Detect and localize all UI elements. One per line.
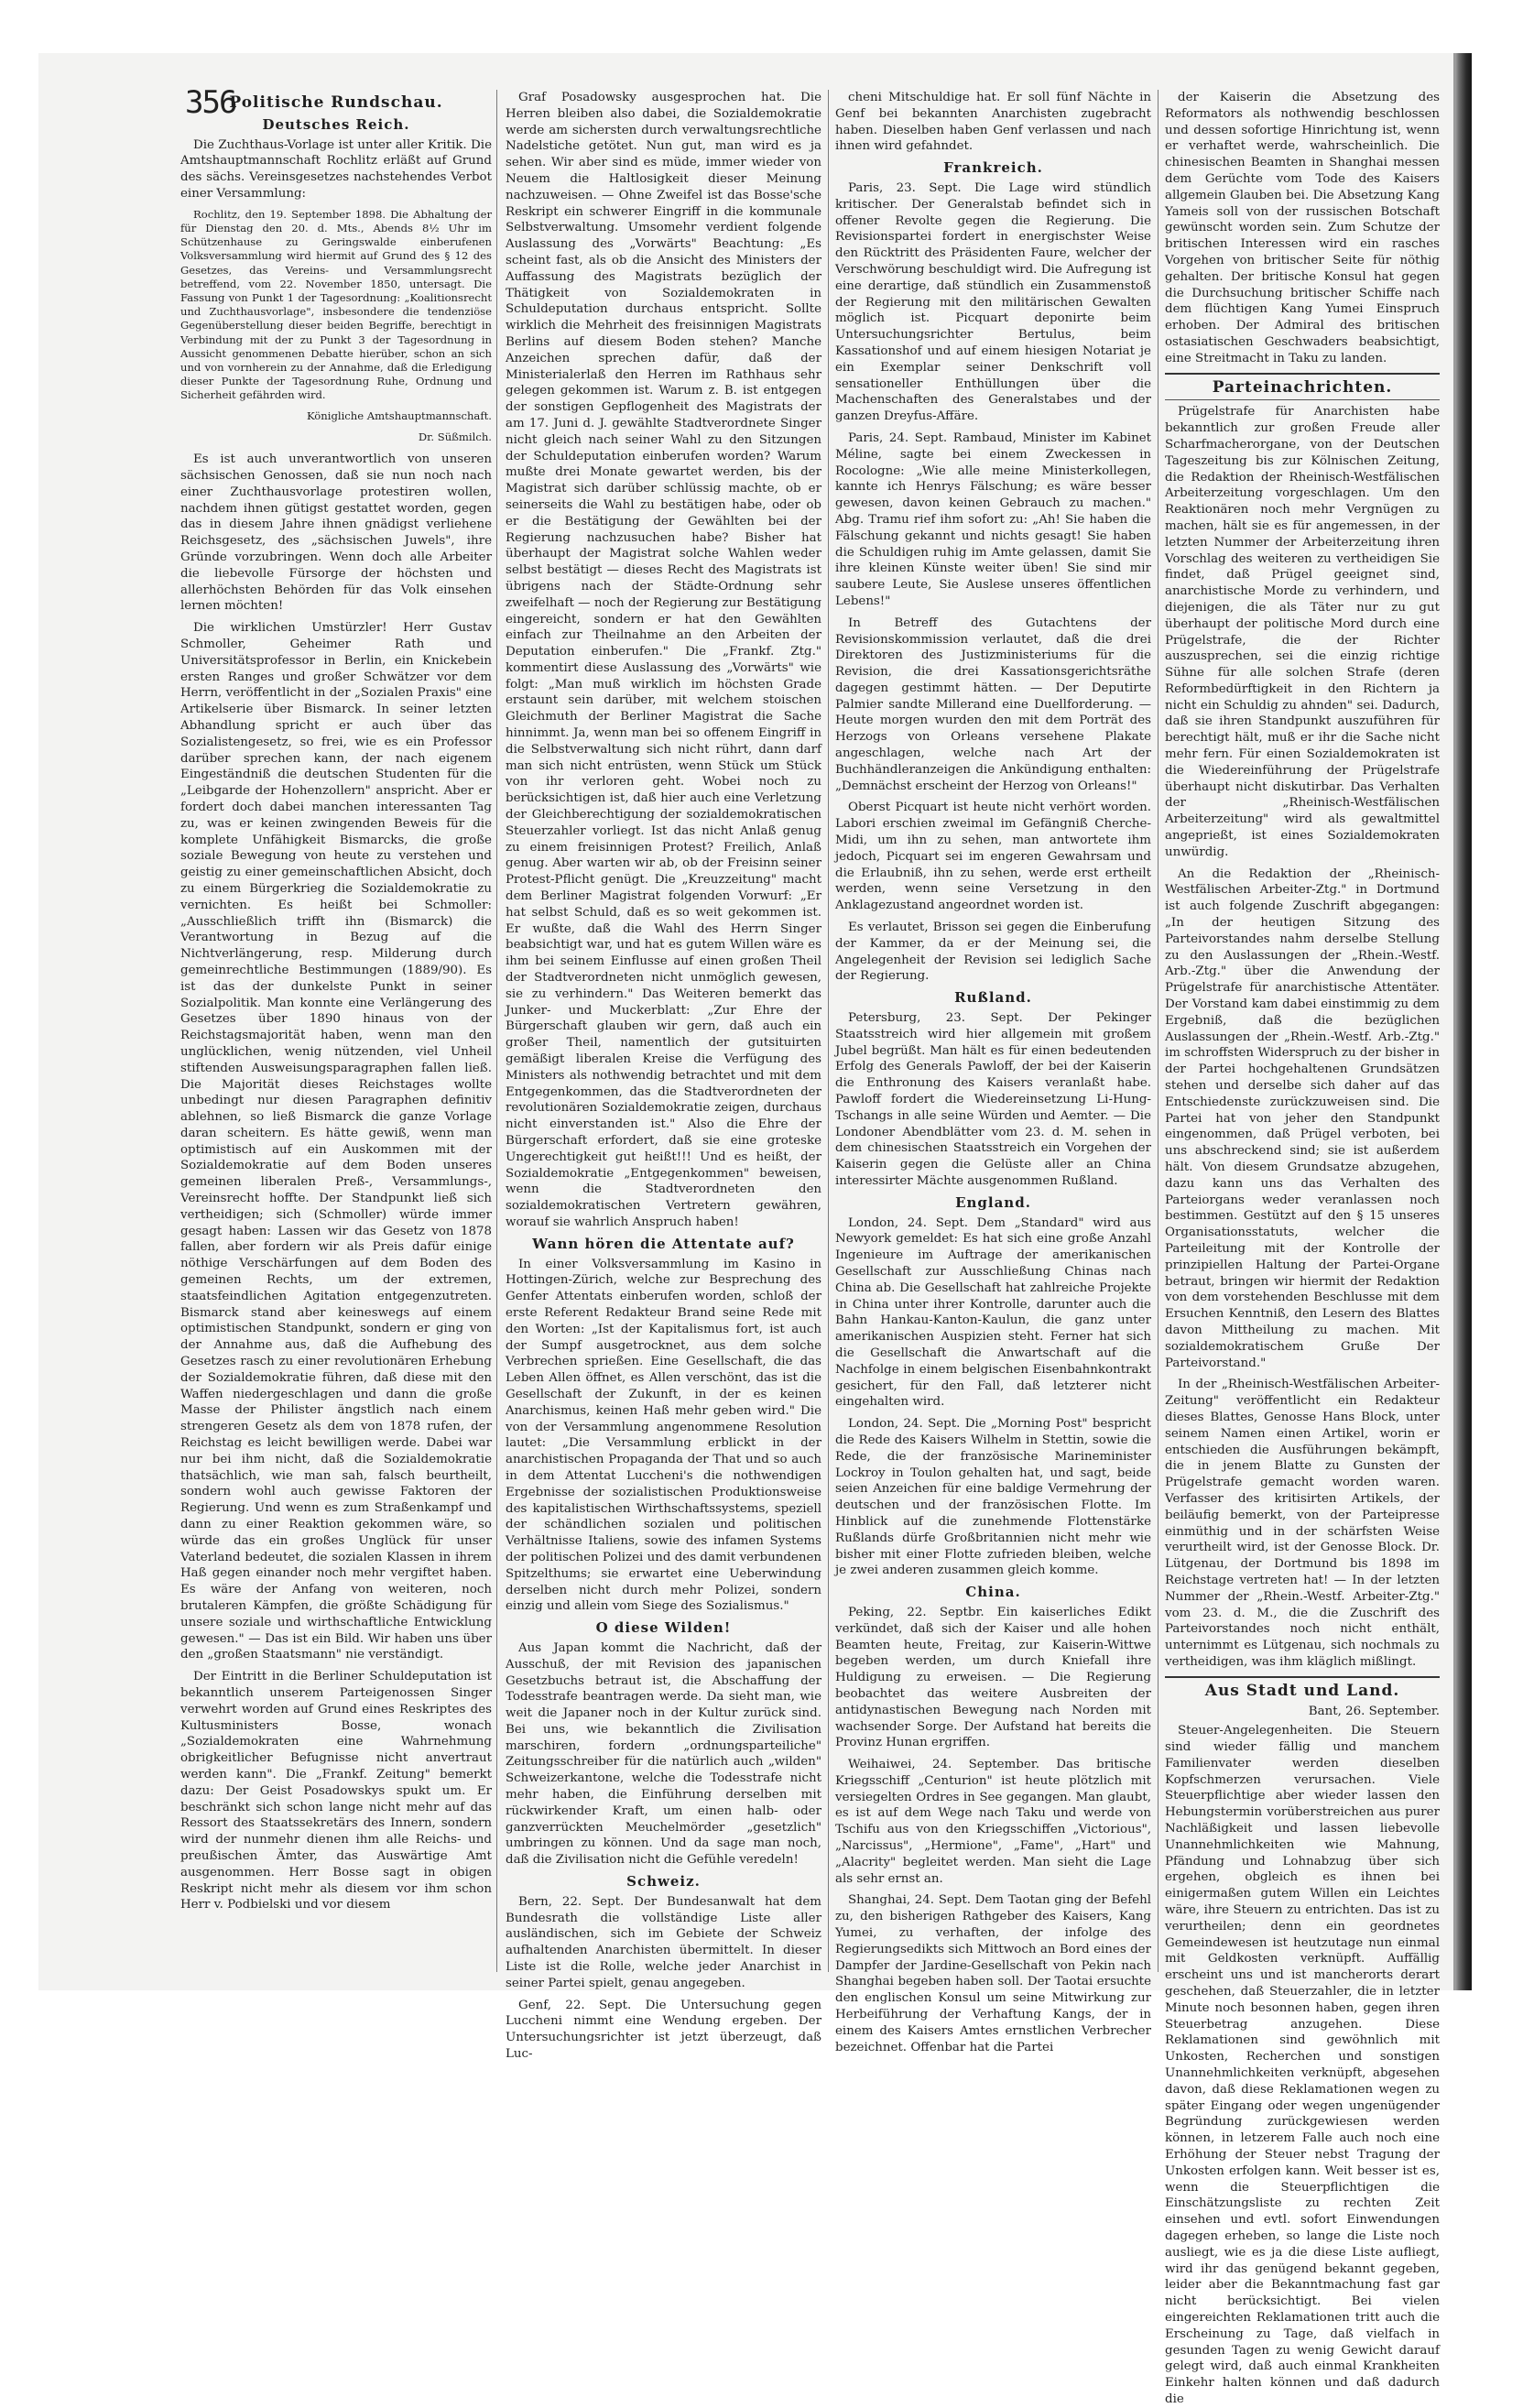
- article-paragraph: Oberst Picquart ist heute nicht verhört worden. Labori erschien zweimal im Gefängniß Cherche-Midi, um ihn zu sehen, man antwortete ihm jedoch, Picquart sei im engeren Gewahrsam und die Erlaubniß, ihn zu sehen, werde erst ertheilt werden, wenn seine Versetzung in den Anklagezustand angeordnet worden ist.: [835, 801, 1151, 913]
- column-rule: [828, 90, 829, 1972]
- newspaper-scan: [38, 53, 1472, 2406]
- page-number: 356: [185, 84, 236, 121]
- article-paragraph: Rochlitz, den 19. September 1898. Die Abhaltung der für Dienstag den 20. d. Mts., Abends 8½ Uhr im Schützenhause zu Geringswalde einberufenen Volksversammlung wird hiermit auf Grund des § 12 des Gesetzes, das Vereins- und Versammlungsrecht betreffend, vom 22. November 1850, untersagt. Die Fassung von Punkt 1 der Tagesordnung: „Koalitionsrecht und Zuchthausvorlage", insbesondere die tendenziöse Gegenüberstellung dieser beiden Begriffe, berechtigt in Verbindung mit der zu Punkt 3 der Tagesordnung in Aussicht genommenen Debatte hierüber, schon an sich und von vornherein zu der Annahme, daß die Erledigung dieser Punkte der Tagesordnung Ruhe, Ordnung und Sicherheit gefährden wird.: [180, 207, 492, 402]
- section-divider: [1165, 373, 1440, 375]
- section-title: Parteinachrichten.: [1212, 377, 1393, 397]
- section-title: Aus Stadt und Land.: [1204, 1681, 1400, 1700]
- article-paragraph: Die Zuchthaus-Vorlage ist unter aller Kritik. Die Amtshauptmannschaft Rochlitz erläßt auf Grund des sächs. Vereinsgesetzes nachstehendes Verbot einer Versammlung:: [180, 137, 492, 201]
- article-paragraph: London, 24. Sept. Die „Morning Post" bespricht die Rede des Kaisers Wilhelm in Stettin, sowie die Rede, die der französische Marineminister Lockroy in Toulon gehalten hat, und sagt, beide seien Anzeichen für eine baldige Vermehrung der deutschen und der französischen Flotte. Im Hinblick auf die zunehmende Flottenstärke Rußlands dürfe Großbritannien nicht mehr wie bisher mit einer Flotte zufrieden bleiben, welche je zwei anderen zusammen gleich komme.: [835, 1417, 1151, 1578]
- article-heading: O diese Wilden!: [595, 1619, 732, 1637]
- article-paragraph: Paris, 24. Sept. Rambaud, Minister im Kabinet Méline, sagte bei einem Zweckessen in Rocologne: „Wie alle meine Ministerkollegen, kannte ich Henrys Fälschung; es wäre besser gewesen, davon keinen Gebrauch zu machen." Abg. Tramu rief ihm sofort zu: „Ah! Sie haben die Fälschung gekannt und nichts gesagt! Sie haben die Schuldigen ruhig im Amte gelassen, damit Sie ihre kleinen Künste weiter üben! Sie sind mir saubere Leute, Sie Auslese unseres öffentlichen Lebens!": [835, 430, 1151, 608]
- article-paragraph: Bern, 22. Sept. Der Bundesanwalt hat dem Bundesrath die vollständige Liste aller ausländischen, sich im Gebiete der Schweiz aufhaltenden Anarchisten übermittelt. In dieser Liste ist die Rolle, welche jeder Anarchist in seiner Partei spielt, genau angegeben.: [506, 1894, 821, 1990]
- column-1: [180, 90, 492, 1972]
- dateline: Bant, 26. September.: [1308, 1704, 1440, 1718]
- article-paragraph: Shanghai, 24. Sept. Dem Taotan ging der Befehl zu, den bisherigen Rathgeber des Kaisers, Kang Yumei, zu verhaften, der infolge des Regierungsedikts sich Mittwoch an Bord eines der Dampfer der Jardine-Gesellschaft von Pekin nach Shanghai begeben haben soll. Der Taotai ersuchte den englischen Konsul um seine Mitwirkung zur Herbeiführung der Verhaftung Kangs, der in einem des Kaisers Amtes ernstlichen Verbrecher bezeichnet. Offenbar hat die Partei: [835, 1893, 1151, 2054]
- article-paragraph: Genf, 22. Sept. Die Untersuchung gegen Luccheni nimmt eine Wendung ergeben. Der Untersuchungsrichter ist jetzt überzeugt, daß Luc-: [506, 1998, 821, 2062]
- column-rule: [1158, 90, 1159, 1972]
- article-paragraph: Es verlautet, Brisson sei gegen die Einberufung der Kammer, da er der Meinung sei, die Angelegenheit der Revision sei lediglich Sache der Regierung.: [835, 921, 1151, 984]
- section-divider: [1165, 1676, 1440, 1678]
- article-paragraph: Paris, 23. Sept. Die Lage wird stündlich kritischer. Der Generalstab befindet sich in offener Revolte gegen die Regierung. Die Revisionspartei fordert in energischster Weise den Rücktritt des Präsidenten Faure, welcher der Verschwörung beschuldigt wird. Die Aufregung ist eine derartige, daß stündlich ein Zusammenstoß der Regierung mit den militärischen Gewalten möglich ist. Picquart deponirte beim Untersuchungsrichter Bertulus, beim Kassationshof und auf einem hiesigen Notariat je ein Exemplar seiner Denkschrift voll sensationeller Enthüllungen über die Machenschaften des Generalstabes und der ganzen Dreyfus-Affäre.: [835, 180, 1151, 424]
- article-paragraph: Graf Posadowsky ausgesprochen hat. Die Herren bleiben also dabei, die Sozialdemokratie werde am sichersten durch verwaltungsrechtliche Nadelstiche getötet. Nun gut, man wird es ja sehen. Wir aber sind es müde, immer wieder von Neuem die Haltlosigkeit dieser Meinung nachzuweisen. — Ohne Zweifel ist das Bosse'sche Reskript ein schwerer Eingriff in die kommunale Selbstverwaltung. Umsomehr verdient folgende Auslassung des „Vorwärts" Beachtung: „Es scheint fast, als ob die Ansicht des Ministers der Auffassung des Magistrats bezüglich der Thätigkeit von Sozialdemokraten in Schuldeputation durchaus entspricht. Sollte wirklich die Mehrheit des freisinnigen Magistrats Berlins auf diesem Boden stehen? Manche Anzeichen sprechen dafür, daß der Ministerialerlaß den Herren im Rathhaus sehr gelegen gekommen ist. Warum z. B. ist entgegen der sonstigen Gepflogenheit des Magistrats der am 17. Juni d. J. gewählte Stadtverordnete Singer nicht gleich nach seiner Wahl zu den Sitzungen der Schuldeputation einberufen worden? Warum mußte drei Monate gewartet werden, bis der Magistrat sich darüber schlüssig machte, ob er seinerseits die Wahl zu bestätigen habe, oder ob er die Bestätigung der Gewählten bei der Regierung nachzusuchen habe? Bisher hat überhaupt der Magistrat solche Wahlen weder selbst bestätigt — dieses Recht des Magistrats ist übrigens nach der Städte-Ordnung sehr zweifelhaft — noch der Regierung zur Bestätigung eingereicht, sondern er hat den Gewählten einfach zur Theilnahme an den Arbeiten der Deputation einberufen." Die „Frankf. Ztg." kommentirt diese Auslassung des „Vorwärts" wie folgt: „Man muß wirklich im höchsten Grade erstaunt sein darüber, mit welchem stoischen Gleichmuth der Berliner Magistrat die Sache hinnimmt. Ja, wenn man bei so offenem Eingriff in die Selbstverwaltung sich nicht rührt, dann darf man sich nicht entrüsten, wenn Stück um Stück von ihr verloren geht. Wobei noch zu berücksichtigen ist, daß hier auch eine Verletzung der Gleichberechtigung der sozialdemokratischen Steuerzahler vorliegt. Ist das nicht Anlaß genug zu einem freisinnigen Protest? Freilich, Anlaß genug. Aber warten wir ab, ob der Freisinn seiner Protest-Pflicht genügt. Die „Kreuzzeitung" macht dem Berliner Magistrat folgenden Vorwurf: „Er hat selbst Schuld, daß es so weit gekommen ist. Er wußte, daß die Wahl des Herrn Singer beabsichtigt war, und hat es gutem Willen wäre es ihm bei seinem Einflusse auf einen großen Theil der Stadtverordneten nicht unmöglich gewesen, sie zu verhindern." Das Weiteren bemerkt das Junker- und Muckerblatt: „Zur Ehre der Bürgerschaft glauben wir gern, daß auch ein großer Theil, namentlich der gutsituirten gemäßigt liberalen Kreise die Verfügung des Ministers als nothwendig betrachtet und mit dem Entgegenkommen, das die Stadtverordneten der revolutionären Sozialdemokratie zeigen, durchaus nicht einverstanden ist." Also die Ehre der Bürgerschaft erfordert, daß sie eine groteske Ungerechtigkeit gut heißt!!! Und es heißt, der Sozialdemokratie „Entgegenkommen" beweisen, wenn die Stadtverordneten den sozialdemokratischen Vertretern gewähren, worauf sie wahrlich Anspruch haben!: [506, 91, 821, 1229]
- column-4: [1165, 90, 1440, 2406]
- article-paragraph: Weihaiwei, 24. September. Das britische Kriegsschiff „Centurion" ist heute plötzlich mit versiegelten Ordres in See gegangen. Man glaubt, es ist auf dem Wege nach Taku und werde von Tschifu aus von den Kriegsschiffen „Victorious", „Narcissus", „Hermione", „Fame", „Hart" und „Alacrity" begleitet werden. Man sieht die Lage als sehr ernst an.: [835, 1758, 1151, 1886]
- signature-line: Königliche Amtshauptmannschaft.: [306, 409, 492, 422]
- article-heading: Wann hören die Attentate auf?: [532, 1235, 795, 1252]
- section-title: Politische Rundschau.: [229, 93, 443, 112]
- signature-name: Dr. Süßmilch.: [418, 430, 492, 444]
- column-3: [835, 90, 1151, 2054]
- column-rule: [496, 90, 497, 1972]
- article-heading: China.: [965, 1584, 1021, 1601]
- subsection-title: Deutsches Reich.: [262, 115, 410, 133]
- article-paragraph: Peking, 22. Septbr. Ein kaiserliches Edikt verkündet, daß sich der Kaiser und alle hohen Beamten heute, Freitag, zur Kaiserin-Wittwe begeben werden, um durch Kniefall ihre Huldigung zu erweisen. — Die Regierung beobachtet das weitere Ausbreiten der antidynastischen Bewegung nach Norden mit wachsender Sorge. Der Aufstand hat bereits die Provinz Hunan ergriffen.: [835, 1605, 1151, 1750]
- article-heading: England.: [955, 1193, 1031, 1211]
- article-paragraph: Aus Japan kommt die Nachricht, daß der Ausschuß, der mit Revision des japanischen Gesetzbuchs betraut ist, die Abschaffung der Todesstrafe beantragen werde. Da sieht man, wie weit die Japaner noch in der Kultur zurück sind. Bei uns, wie bekanntlich die Zivilisation marschiren, fordern „ordnungsparteiliche" Zeitungsschreiber für die natürlich auch „wilden" Schweizerkantone, welche die Todesstrafe nicht mehr haben, die Einführung derselben mit rückwirkender Kraft, um einen halb- oder ganzverrückten Meuchelmörder „gesetzlich" umbringen zu können. Und da sage man noch, daß die Zivilisation nicht die Gefühle veredeln!: [506, 1640, 821, 1868]
- article-paragraph: In der „Rheinisch-Westfälischen Arbeiter-Zeitung" veröffentlicht ein Redakteur dieses Blattes, Genosse Hans Block, unter seinem Namen einen Artikel, worin er entschieden die Ausführungen bekämpft, die in jenem Blatte zu Gunsten der Prügelstrafe gemacht worden waren. Verfasser des kritisirten Artikels, der beiläufig bemerkt, von der Parteipresse einmüthig und in der schärfsten Weise verurtheilt wird, ist der Genosse Block. Dr. Lütgenau, der Dortmund bis 1898 im Reichstage vertreten hat! — In der letzten Nummer der „Rhein.-Westf. Arbeiter-Ztg." vom 23. d. M., die die Zuschrift des Parteivorstandes noch nicht enthält, unternimmt es Lütgenau, sich nochmals zu vertheidigen, was ihm kläglich mißlingt.: [1165, 1378, 1440, 1669]
- column-2: [506, 90, 821, 2062]
- article-paragraph: Steuer-Angelegenheiten. Die Steuern sind wieder fällig und manchem Familienvater werden dieselben Kopfschmerzen verursachen. Viele Steuerpflichtige aber wieder lassen den Hebungstermin vorüberstreichen aus purer Nachläßigkeit und lassen liebevolle Unannehmlichkeiten wie Mahnung, Pfändung und Lohnabzug über sich ergehen, obgleich es ihnen bei einigermaßen gutem Willen ein Leichtes wäre, ihre Steuern zu entrichten. Das ist zu verurtheilen; denn ein geordnetes Gemeindewesen ist heutzutage nun einmal mit Geldkosten verknüpft. Auffällig erscheint uns und ist mancherorts derart geschehen, daß Steuerzahler, die in letzter Minute noch besonnen haben, gegen ihren Steuerbetrag anzugehen. Diese Reklamationen sind gewöhnlich mit Unkosten, Recherchen und sonstigen Unannehmlichkeiten verknüpft, abgesehen davon, daß diese Reklamationen wegen zu später Eingang oder wegen ungenügender Begründung zurückgewiesen werden können, in letzerem Falle auch noch eine Erhöhung der Steuer nebst Tragung der Unkosten erfolgen kann. Weit besser ist es, wenn die Steuerpflichtigen die Einschätzungsliste zu rechten Zeit einsehen und evtl. sofort Einwendungen dagegen erheben, so lange die Liste noch ausliegt, wie es ja die diese Liste aufliegt, wird ihr das genügend bekannt gegeben, leider aber die Bekanntmachung fast gar nicht berücksichtigt. Bei vielen eingereichten Reklamationen tritt auch die Erscheinung zu Tage, daß vielfach in gesunden Tagen zu wenig Gewicht darauf gelegt wird, daß auch einmal Krankheiten Einkehr halten können und daß dadurch die: [1165, 1724, 1440, 2406]
- article-paragraph: der Kaiserin die Absetzung des Reformators als nothwendig beschlossen und dessen sofortige Hinrichtung ist, wenn er verhaftet werde, wahrscheinlich. Die chinesischen Beamten in Shanghai messen dem Gerüchte vom Tode des Kaisers allgemein Glauben bei. Die Absetzung Kang Yameis soll von der russischen Botschaft gewünscht worden sein. Zum Schutze der britischen Interessen wird ein rasches Vorgehen von britischer Seite für nöthig gehalten. Der britische Konsul hat gegen die Durchsuchung britischer Schiffe nach dem flüchtigen Kang Yumei Einspruch erhoben. Der Admiral des britischen ostasiatischen Geschwaders beabsichtigt, eine Streitmacht in Taku zu landen.: [1165, 91, 1440, 365]
- article-paragraph: Die wirklichen Umstürzler! Herr Gustav Schmoller, Geheimer Rath und Universitätsprofessor in Berlin, ein Knickebein ersten Ranges und großer Schwätzer vor dem Herrn, veröffentlicht in der „Sozialen Praxis" eine Artikelserie über Bismarck. In seiner letzten Abhandlung spricht er auch über das Sozialistengesetz, so frei, wie es ein Professor darüber sprechen kann, der nach eigenem Eingeständniß die deutschen Studenten für die „Leibgarde der Hohenzollern" anspricht. Aber er fordert doch dabei manchen interessanten Tag zu, was er keinen zwingenden Beweis für die komplete Unfähigkeit Bismarcks, die große soziale Bewegung von heute zu verstehen und geistig zu einer gemeinschaftlichen Absicht, doch zu einem Bürgerkrieg die Sozialdemokratie zu vernichten. Es heißt bei Schmoller: „Ausschließlich trifft ihn (Bismarck) die Verantwortung in Bezug auf die Nichtverlängerung, resp. Milderung durch gemeinrechtliche Bestimmungen (1889/90). Es ist das der dunkelste Punkt in seiner Sozialpolitik. Man konnte eine Verlängerung des Gesetzes über 1890 hinaus von der Reichstagsmajorität haben, wenn man den unglücklichen, wenig nützenden, viel Unheil stiftenden Ausweisungsparagraphen fallen ließ. Die Majorität dieses Reichstages wollte unbedingt nur diesen Paragraphen definitiv ablehnen, so ließ Bismarck die ganze Vorlage daran scheitern. Es hätte gewiß, wenn man optimistisch auf ein Auskommen mit der Sozialdemokratie auf dem Boden unseres gemeinen liberalen Preß-, Versammlungs-, Vereinsrecht hoffte. Der Standpunkt ließ sich vertheidigen; sich (Schmoller) würde immer gesagt haben: Lassen wir das Gesetz von 1878 fallen, aber fordern wir als Preis dafür einige nöthige Verschärfungen auf dem Boden des gemeinen Rechts, um der extremen, staatsfeindlichen Agitation entgegenzutreten. Bismarck stand aber keineswegs auf einem optimistischen Standpunkt, sondern er ging von der Annahme aus, daß die Aufhebung des Gesetzes rasch zu einer revolutionären Erhebung der Sozialdemokratie führen, daß diese mit den Waffen niedergeschlagen und dann die große Masse der Philister ängstlich nach einem strengeren Gesetz als dem von 1878 rufen, der Reichstag es leicht bewilligen werde. Dabei war nur bei ihm nicht, daß die Sozialdemokratie thatsächlich, wie man sah, falsch beurtheilt, sondern wohl auch gewisse Faktoren der Regierung. Und wenn es zum Straßenkampf und dann zu einer Reaktion gekommen wäre, so würde das ein großes Unglück für unser Vaterland bedeutet, die sozialen Klassen in ihrem Haß gegen einander noch mehr vergiftet haben. Es wäre der Anfang von weiteren, noch brutaleren Kämpfen, die größte Schädigung für unsere soziale und wirthschaftliche Entwicklung gewesen." — Das ist ein Bild. Wir haben uns über den „großen Staatsmann" nie verständigt.: [180, 621, 492, 1662]
- article-paragraph: London, 24. Sept. Dem „Standard" wird aus Newyork gemeldet: Es hat sich eine große Anzahl Ingenieure im Auftrage der amerikanischen Gesellschaft zur Ausschließung Chinas nach China ab. Die Gesellschaft hat zahlreiche Projekte in China unter ihrer Kontrolle, darunter auch die Bahn Hankau-Kanton-Kaulun, die ganz unter amerikanischen Auspizien steht. Ferner hat sich die Gesellschaft die Anwartschaft auf die Nachfolge in einem belgischen Eisenbahnkontrakt gesichert, für den Fall, daß letzterer nicht eingehalten wird.: [835, 1215, 1151, 1410]
- article-paragraph: Prügelstrafe für Anarchisten habe bekanntlich zur großen Freude aller Scharfmacherorgane, von der Deutschen Tageszeitung bis zur Kölnischen Zeitung, die Redaktion der Rheinisch-Westfälischen Arbeiterzeitung vorgeschlagen. Um den Reaktionären noch mehr Vergnügen zu machen, hält sie es für angemessen, in der letzten Nummer der Arbeiterzeitung ihren Vorschlag des weiteren zu vertheidigen Sie findet, daß Prügel geeignet sind, anarchistische Morde zu verhindern, und diejenigen, die als Täter nur zu gut überhaupt der politische Mord durch eine Prügelstrafe, die der Richter auszusprechen, sei die einzig richtige Sühne für alle solchen Strafe (deren Reformbedürftigkeit in den Richtern ja nicht ein Schuldig zu ahnden" sei. Dadurch, daß sie ihren Standpunkt auszuführen für berechtigt hält, muß er ihr die Sache nicht mehr fern. Für einen Sozialdemokraten ist die Wiedereinführung der Prügelstrafe überhaupt nicht diskutirbar. Das Verhalten der „Rheinisch-Westfälischen Arbeiterzeitung" wird als gewaltmittel angeprießt, ist eines Sozialdemokraten unwürdig.: [1165, 405, 1440, 859]
- article-heading: Schweiz.: [626, 1873, 701, 1890]
- section-divider: [1165, 399, 1440, 400]
- article-paragraph: Es ist auch unverantwortlich von unseren sächsischen Genossen, daß sie nun noch nach einer Zuchthausvorlage protestiren wollen, nachdem ihnen gütigst gestattet worden, gegen das in diesem Jahre ihnen gnädigst verliehene Reichsgesetz, des „sächsischen Juwels", ihre Gründe vorzubringen. Wenn doch alle Arbeiter die liebevolle Fürsorge der höchsten und allerhöchsten Behörden für das Volk einsehen lernen möchten!: [180, 452, 492, 614]
- article-heading: Frankreich.: [943, 159, 1043, 177]
- article-paragraph: Der Eintritt in die Berliner Schuldeputation ist bekanntlich unserem Parteigenossen Singer verwehrt worden auf Grund eines Reskriptes des Kultusministers Bosse, wonach „Sozialdemokraten eine Wahrnehmung obrigkeitlicher Befugnisse nicht anvertraut werden kann". Die „Frankf. Zeitung" bemerkt dazu: Der Geist Posadowskys spukt um. Er beschränkt sich schon lange nicht mehr auf das Ressort des Staatssekretärs des Innern, sondern wird der nunmehr dienen ihm alle Reichs- und preußischen Ämter, das Auswärtige Amt ausgenommen. Herr Bosse sagt in obigen Reskript nicht mehr als diesem vor ihm schon Herr v. Podbielski und vor diesem: [180, 1670, 492, 1912]
- article-paragraph: Petersburg, 23. Sept. Der Pekinger Staatsstreich wird hier allgemein mit großem Jubel begrüßt. Man hält es für einen bedeutenden Erfolg des Generals Pawloff, der bei der Kaiserin die Enthronung des Kaisers veranlaßt habe. Pawloff fordert die Wiedereinsetzung Li-Hung-Tschangs in alle seine Würden und Aemter. — Die Londoner Abendblätter vom 23. d. M. sehen in dem chinesischen Staatsstreich ein Vorgehen der Kaiserin gegen die Gelüste aller an China interessirter Mächte ausgenommen Rußland.: [835, 1011, 1151, 1188]
- article-paragraph: An die Redaktion der „Rheinisch-Westfälischen Arbeiter-Ztg." in Dortmund ist auch folgende Zuschrift abgegangen: „In der heutigen Sitzung des Parteivorstandes nahm derselbe Stellung zu den Auslassungen der „Rhein.-Westf. Arb.-Ztg." über die Anwendung der Prügelstrafe für anarchistische Attentäter. Der Vorstand kam dabei einstimmig zu dem Ergebniß, daß die bezüglichen Auslassungen der „Rhein.-Westf. Arb.-Ztg." im schroffsten Widerspruch zu der bisher in der Partei hochgehaltenen Grundsätzen stehen und derselbe sich daher auf das Entschiedenste zurückzuweisen sind. Die Partei hat von jeher den Standpunkt eingenommen, daß Prügel verboten, bei uns abschreckend sind; sie ist außerdem hält. Von diesem Grundsatze abzugehen, dazu kann uns das Verhalten des Parteiorgans weder veranlassen noch bestimmen. Gestützt auf den § 15 unseres Organisationsstatuts, welcher die Parteileitung mit der Kontrolle der prinzipiellen Haltung der Partei-Organe betraut, bringen wir hiermit der Redaktion von dem vorstehenden Beschlusse mit dem Ersuchen Kenntniß, den Lesern des Blattes davon Mittheilung zu machen. Mit sozialdemokratischem Gruße Der Parteivorstand.": [1165, 866, 1440, 1370]
- newspaper-page: [38, 53, 1453, 2406]
- article-heading: Rußland.: [954, 989, 1032, 1007]
- article-paragraph: In Betreff des Gutachtens der Revisionskommission verlautet, daß die drei Direktoren des Justizministeriums für die Revision, die drei Kassationsgerichtsräthe dagegen gestimmt hätten. — Der Deputirte Palmier sandte Millerand eine Duellforderung. — Heute morgen wurden den mit dem Porträt des Herzogs von Orleans versehene Plakate angeschlagen, welche nach Art der Buchhändleranzeigen die Ankündigung enthalten: „Demnächst erscheint der Herzog von Orleans!": [835, 616, 1151, 793]
- article-paragraph: In einer Volksversammlung im Kasino in Hottingen-Zürich, welche zur Besprechung des Genfer Attentats einberufen worden, schloß der erste Referent Redakteur Brand seine Rede mit den Worten: „Ist der Kapitalismus fort, ist auch der Sumpf ausgetrocknet, aus dem solche Verbrechen sprießen. Eine Gesellschaft, die das Leben Allen öffnet, es Allen verschönt, das ist die Gesellschaft der Zukunft, in der es keinen Anarchismus, keinen Haß mehr geben wird." Die von der Versammlung angenommene Resolution lautet: „Die Versammlung erblickt in der anarchistischen Propaganda der That und so auch in dem Attentat Luccheni's die nothwendigen Ergebnisse der sozialistischen Produktionsweise des kapitalistischen Wirthschaftssystems, speziell der schändlichen sozialen und politischen Verhältnisse Italiens, sowie des infamen Systems der politischen Polizei und des damit verbundenen Spitzelthums; sie erwartet eine Ueberwindung derselben nicht durch mehr Polizei, sondern einzig und allein vom Siege des Sozialismus.": [506, 1257, 821, 1614]
- book-spine: [1453, 53, 1472, 1990]
- article-paragraph: cheni Mitschuldige hat. Er soll fünf Nächte in Genf bei bekannten Anarchisten zugebracht haben. Dieselben haben Genf verlassen und nach ihnen wird gefahndet.: [835, 91, 1151, 154]
